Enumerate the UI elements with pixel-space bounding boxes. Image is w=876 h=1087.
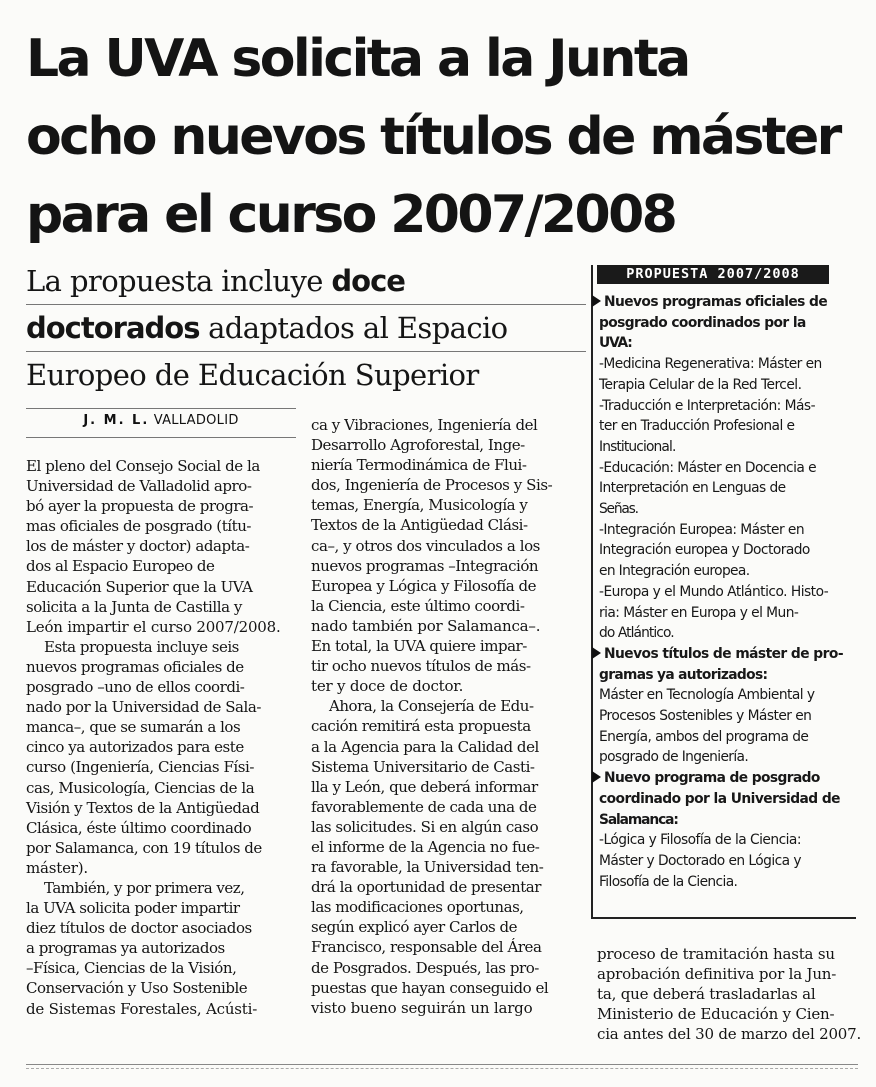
text-line: según explicó ayer Carlos de <box>311 918 517 937</box>
text-line: las modificaciones oportunas, <box>311 898 524 917</box>
subheadline <box>26 258 586 398</box>
subhead-bold: doctorados <box>26 311 200 345</box>
byline-author: J. M. L. <box>83 413 150 428</box>
sidebar-text-line <box>599 851 857 872</box>
text-line: a la Agencia para la Calidad del <box>311 737 539 756</box>
text-line: visto bueno seguirán un largo <box>311 998 533 1017</box>
sidebar-line-text: -Medicina Regenerativa: Máster en <box>599 356 822 373</box>
headline-line-1: La UVA solicita a la Junta <box>26 29 689 89</box>
triangle-bullet-icon <box>592 295 601 307</box>
sidebar-line-text: Salamanca: <box>599 811 678 828</box>
sidebar-line-text: Terapia Celular de la Red Tercel. <box>599 376 802 393</box>
text-line: puestas que hayan conseguido el <box>311 978 549 997</box>
text-line: ca y Vibraciones, Ingeniería del <box>311 416 538 434</box>
sidebar-text-line <box>599 437 857 458</box>
text-line: También, y por primera vez, <box>44 878 245 897</box>
sidebar-text-line <box>599 478 857 499</box>
sidebar-box <box>591 265 856 919</box>
text-line: Textos de la Antigüedad Clási- <box>311 516 528 535</box>
bottom-dashed-rule <box>26 1068 858 1069</box>
text-line: mas oficiales de posgrado (títu- <box>26 517 252 536</box>
sidebar-line-text: Nuevo programa de posgrado <box>604 770 820 787</box>
sidebar-line-text: Interpretación en Lenguas de <box>599 480 786 497</box>
sidebar-line-text: Nuevos programas oficiales de <box>604 294 828 310</box>
sidebar-text-line <box>599 354 857 375</box>
sidebar-text-line <box>599 747 857 768</box>
text-line: León impartir el curso 2007/2008. <box>26 617 281 636</box>
sidebar-line-text: -Europa y el Mundo Atlántico. Histo- <box>599 583 829 600</box>
text-line: Francisco, responsable del Área <box>311 938 542 957</box>
triangle-bullet-icon <box>592 771 601 783</box>
sidebar-text-line <box>599 623 857 644</box>
text-line: lla y León, que deberá informar <box>311 777 538 796</box>
headline-line-3: para el curso 2007/2008 <box>26 185 676 245</box>
text-line: el informe de la Agencia no fue- <box>311 837 540 856</box>
text-line: dos al Espacio Europeo de <box>26 557 215 576</box>
sidebar-heading-line <box>599 810 857 831</box>
sidebar-line-text: Institucional. <box>599 438 676 455</box>
text-line: de Posgrados. Después, las pro- <box>311 958 539 977</box>
sidebar-line-text: posgrado coordinados por la <box>599 314 806 331</box>
sidebar-text-line <box>599 727 857 748</box>
text-line: En total, la UVA quiere impar- <box>311 637 527 656</box>
subhead-text: La propuesta incluye <box>26 264 332 298</box>
text-line: cas, Musicología, Ciencias de la <box>26 778 255 797</box>
sidebar-text-line <box>599 706 857 727</box>
sidebar-line-text: gramas ya autorizados: <box>599 666 768 683</box>
byline <box>26 413 296 428</box>
text-line: cación remitirá esta propuesta <box>311 717 531 736</box>
text-line: la Ciencia, este último coordi- <box>311 596 525 615</box>
text-line: Sistema Universitario de Casti- <box>311 757 535 776</box>
sidebar-heading-line <box>599 665 857 686</box>
sidebar-body <box>599 292 857 892</box>
text-line: diez títulos de doctor asociados <box>26 919 252 938</box>
text-line: la UVA solicita poder impartir <box>26 899 240 918</box>
subhead-text: adaptados al Espacio <box>199 311 508 345</box>
text-line: nado por la Universidad de Sala- <box>26 698 261 717</box>
sidebar-title: PROPUESTA 2007/2008 <box>597 265 829 284</box>
text-line: ca–, y otros dos vinculados a los <box>311 536 540 555</box>
byline-box <box>26 408 296 438</box>
sidebar-heading-line <box>599 313 857 334</box>
sidebar-text-line <box>599 499 857 520</box>
sidebar-text-line <box>599 561 857 582</box>
subhead-bold: doce <box>331 264 405 298</box>
text-line: máster). <box>26 858 88 877</box>
triangle-bullet-icon <box>592 647 601 659</box>
sidebar-line-text: -Traducción e Interpretación: Más- <box>599 397 816 414</box>
sidebar-heading-line <box>599 644 857 665</box>
text-line: solicita a la Junta de Castilla y <box>26 597 242 616</box>
text-line: Desarrollo Agroforestal, Inge- <box>311 436 525 455</box>
text-line: cia antes del 30 de marzo del 2007. <box>597 1025 862 1044</box>
byline-place: VALLADOLID <box>153 413 239 428</box>
sidebar-line-text: Máster y Doctorado en Lógica y <box>599 852 801 869</box>
sidebar-line-text: do Atlántico. <box>599 625 674 642</box>
sidebar-text-line <box>599 830 857 851</box>
sidebar-text-line <box>599 603 857 624</box>
sidebar-line-text: ria: Máster en Europa y el Mun- <box>599 604 799 621</box>
sidebar-text-line <box>599 582 857 603</box>
sidebar-line-text: en Integración europea. <box>599 563 750 580</box>
sidebar-line-text: Filosofía de la Ciencia. <box>599 873 738 890</box>
sidebar-line-text: UVA: <box>599 335 632 352</box>
sidebar-line-text: Máster en Tecnología Ambiental y <box>599 687 815 704</box>
text-line: drá la oportunidad de presentar <box>311 878 541 897</box>
headline <box>26 20 866 254</box>
sidebar-text-line <box>599 872 857 893</box>
text-line: proceso de tramitación hasta su <box>597 945 835 963</box>
sidebar-line-text: ter en Traducción Profesional e <box>599 418 795 435</box>
subhead-line-1 <box>26 258 586 305</box>
sidebar-text-line <box>599 416 857 437</box>
sidebar-text-line <box>599 458 857 479</box>
text-line: los de máster y doctor) adapta- <box>26 537 250 556</box>
text-line: nuevos programas –Integración <box>311 556 539 575</box>
text-line: ra favorable, la Universidad ten- <box>311 858 544 877</box>
text-line: Ministerio de Educación y Cien- <box>597 1005 835 1024</box>
text-line: El pleno del Consejo Social de la <box>26 457 260 475</box>
text-line: de Sistemas Forestales, Acústi- <box>26 999 258 1018</box>
text-line: curso (Ingeniería, Ciencias Físi- <box>26 758 255 777</box>
text-line: Ahora, la Consejería de Edu- <box>329 697 534 716</box>
sidebar-line-text: -Integración Europea: Máster en <box>599 521 805 538</box>
text-line: favorablemente de cada una de <box>311 797 537 816</box>
sidebar-line-text: posgrado de Ingeniería. <box>599 749 749 766</box>
text-line: nado también por Salamanca–. <box>311 616 541 635</box>
sidebar-line-text: -Educación: Máster en Docencia e <box>599 459 817 476</box>
sidebar-line-text: Integración europea y Doctorado <box>599 542 810 559</box>
text-line: ta, que deberá trasladarlas al <box>597 985 816 1004</box>
headline-line-2: ocho nuevos títulos de máster <box>26 107 840 167</box>
sidebar-line-text: Señas. <box>599 501 638 518</box>
text-line: Europea y Lógica y Filosofía de <box>311 576 537 595</box>
sidebar-text-line <box>599 396 857 417</box>
article-column-2 <box>311 415 581 1018</box>
text-line: tir ocho nuevos títulos de más- <box>311 657 531 676</box>
sidebar-line-text: coordinado por la Universidad de <box>599 790 840 807</box>
text-line: manca–, que se sumarán a los <box>26 718 241 737</box>
text-line: bó ayer la propuesta de progra- <box>26 497 254 516</box>
text-line: a programas ya autorizados <box>26 939 225 958</box>
sidebar-line-text: Procesos Sostenibles y Máster en <box>599 708 812 725</box>
article-column-3 <box>597 944 862 1044</box>
text-line: –Física, Ciencias de la Visión, <box>26 959 237 978</box>
sidebar-text-line <box>599 520 857 541</box>
sidebar-heading-line <box>599 333 857 354</box>
sidebar-line-text: -Lógica y Filosofía de la Ciencia: <box>599 832 801 849</box>
text-line: ter y doce de doctor. <box>311 677 464 696</box>
sidebar-text-line <box>599 685 857 706</box>
sidebar-heading-line <box>599 292 857 313</box>
text-line: Clásica, éste último coordinado <box>26 818 252 837</box>
text-line: dos, Ingeniería de Procesos y Sis- <box>311 476 553 495</box>
text-line: Educación Superior que la UVA <box>26 577 253 596</box>
sidebar-text-line <box>599 540 857 561</box>
text-line: posgrado –uno de ellos coordi- <box>26 678 245 697</box>
text-line: Visión y Textos de la Antigüedad <box>26 798 260 817</box>
bottom-rule <box>26 1064 858 1065</box>
text-line: aprobación definitiva por la Jun- <box>597 965 837 984</box>
text-line: niería Termodinámica de Flui- <box>311 456 527 475</box>
text-line: por Salamanca, con 19 títulos de <box>26 838 262 857</box>
article-column-1 <box>26 456 296 1019</box>
sidebar-heading-line <box>599 789 857 810</box>
subhead-line-2 <box>26 305 586 352</box>
subhead-line-3: Europeo de Educación Superior <box>26 358 479 392</box>
text-line: cinco ya autorizados para este <box>26 738 244 757</box>
sidebar-heading-line <box>599 768 857 789</box>
text-line: Conservación y Uso Sostenible <box>26 979 248 998</box>
text-line: temas, Energía, Musicología y <box>311 496 528 515</box>
text-line: las solicitudes. Si en algún caso <box>311 817 539 836</box>
sidebar-line-text: Nuevos títulos de máster de pro- <box>604 645 843 662</box>
text-line: nuevos programas oficiales de <box>26 657 244 676</box>
text-line: Universidad de Valladolid apro- <box>26 477 252 496</box>
text-line: Esta propuesta incluye seis <box>44 637 239 656</box>
sidebar-line-text: Energía, ambos del programa de <box>599 728 809 745</box>
sidebar-text-line <box>599 375 857 396</box>
